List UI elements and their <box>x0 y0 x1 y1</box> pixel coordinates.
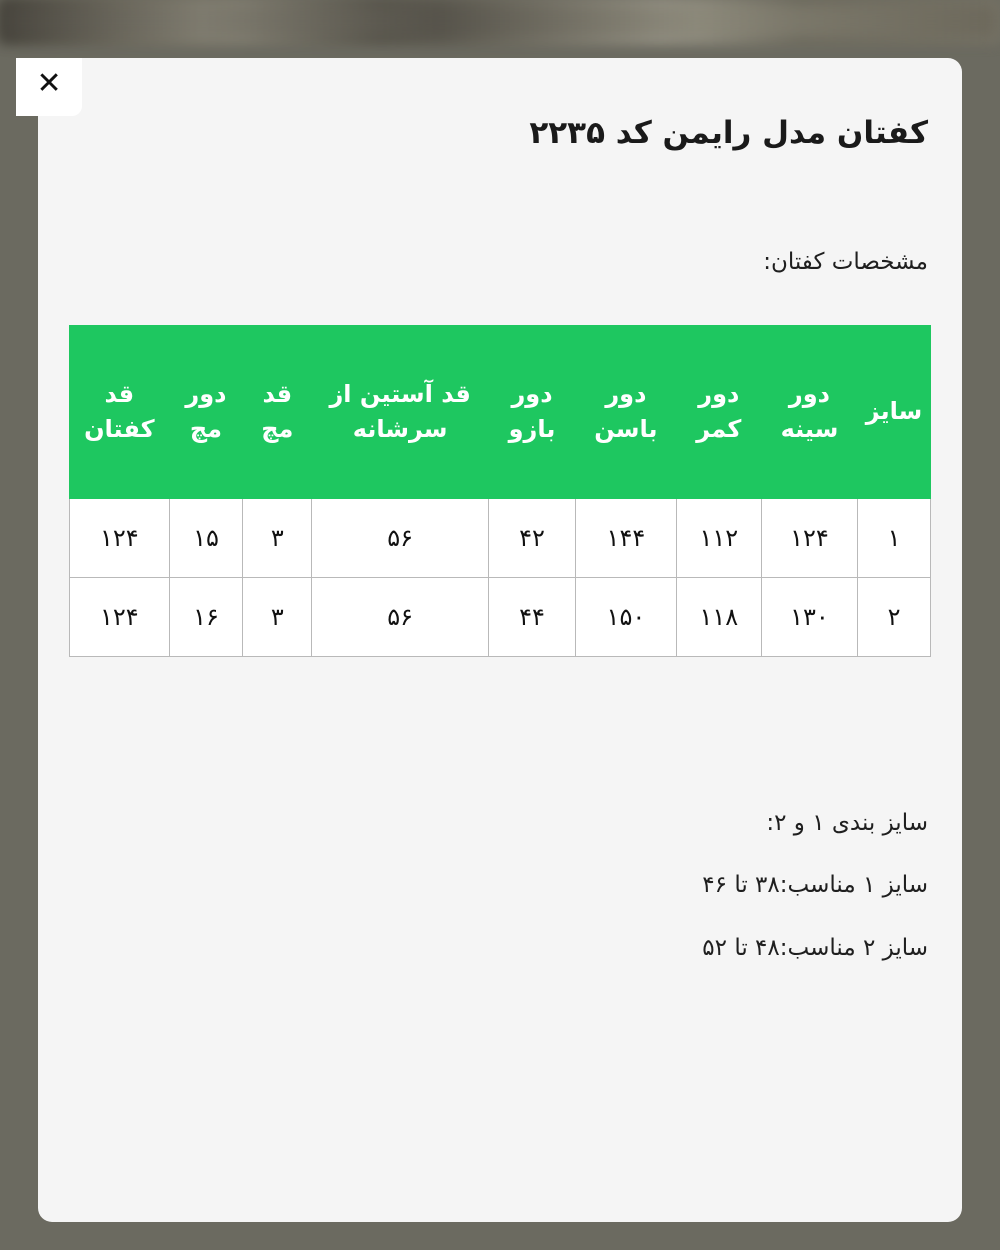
cell-sleeve: ۵۶ <box>312 577 489 656</box>
table-row <box>70 577 931 656</box>
cell-waist: ۱۱۸ <box>676 577 761 656</box>
sizing-note-size-2: سایز ۲ مناسب:۴۸ تا ۵۲ <box>702 935 928 962</box>
modal-content <box>38 110 962 1222</box>
cell-size: ۱ <box>858 498 931 577</box>
size-chart-table <box>69 325 931 657</box>
cell-sleeve: ۵۶ <box>312 498 489 577</box>
cell-arm: ۴۲ <box>488 498 575 577</box>
specs-subtitle: مشخصات کفتان: <box>763 248 928 275</box>
cell-size: ۲ <box>858 577 931 656</box>
column-header-wrist-len: قد مچ <box>243 325 312 498</box>
close-icon[interactable]: ✕ <box>36 66 62 101</box>
column-header-length: قد کفتان <box>70 325 170 498</box>
backdrop-band-lower <box>0 0 1000 42</box>
cell-chest: ۱۲۴ <box>761 498 857 577</box>
cell-waist: ۱۱۲ <box>676 498 761 577</box>
sizing-notes <box>62 805 938 967</box>
table-header <box>70 325 931 498</box>
product-specs-modal <box>38 58 962 1222</box>
table-body <box>70 498 931 656</box>
cell-wrist-len: ۳ <box>243 577 312 656</box>
column-header-size: سایز <box>858 325 931 498</box>
cell-arm: ۴۴ <box>488 577 575 656</box>
sizing-notes-heading: سایز بندی ۱ و ۲: <box>766 809 928 836</box>
table-header-row <box>70 325 931 498</box>
column-header-waist: دور کمر <box>676 325 761 498</box>
sizing-note-size-1: سایز ۱ مناسب:۳۸ تا ۴۶ <box>702 872 928 899</box>
cell-hip: ۱۵۰ <box>576 577 677 656</box>
table-row <box>70 498 931 577</box>
column-header-arm: دور بازو <box>488 325 575 498</box>
cell-wrist-len: ۳ <box>243 498 312 577</box>
column-header-chest: دور سینه <box>761 325 857 498</box>
cell-length: ۱۲۴ <box>70 577 170 656</box>
cell-hip: ۱۴۴ <box>576 498 677 577</box>
cell-chest: ۱۳۰ <box>761 577 857 656</box>
cell-wrist: ۱۶ <box>169 577 243 656</box>
page-title: کفتان مدل رایمن کد ۲۲۳۵ <box>529 115 928 151</box>
column-header-wrist: دور مچ <box>169 325 243 498</box>
cell-length: ۱۲۴ <box>70 498 170 577</box>
column-header-sleeve: قد آستین از سرشانه <box>312 325 489 498</box>
column-header-hip: دور باسن <box>576 325 677 498</box>
cell-wrist: ۱۵ <box>169 498 243 577</box>
